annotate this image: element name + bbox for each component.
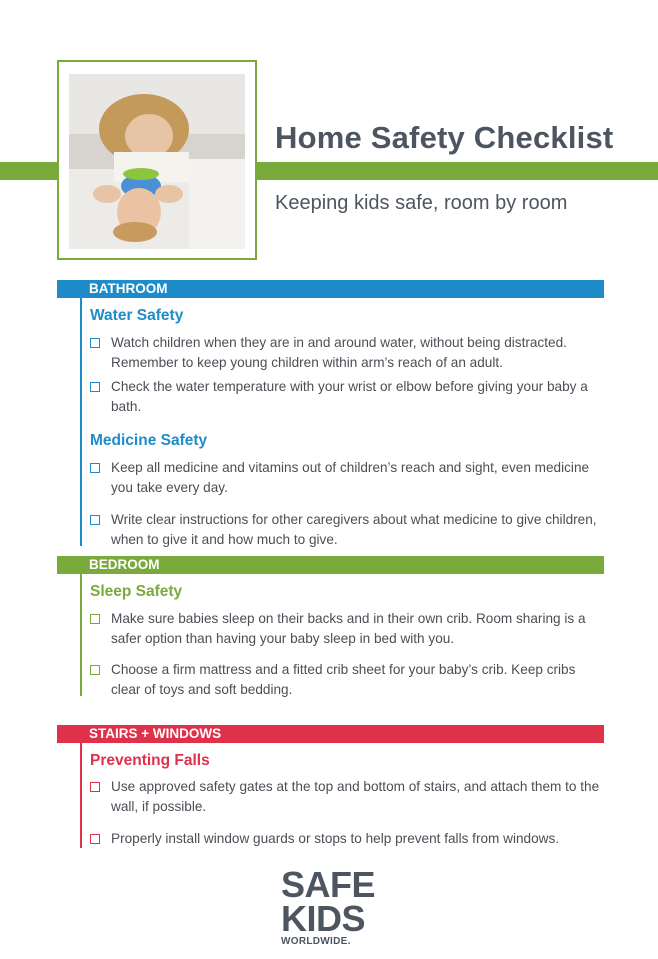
logo-line-worldwide: WORLDWIDE. (281, 936, 351, 947)
bathroom-heading-bar: BATHROOM (57, 280, 604, 298)
bathroom-section-rule (80, 296, 82, 546)
header-photo-frame (57, 60, 257, 260)
checklist-item (90, 609, 602, 649)
checklist-item-text: Make sure babies sleep on their backs and in their own crib. Room sharing is a safer option than having your baby sleep in bed with you. (111, 611, 586, 646)
bedroom-heading-bar: BEDROOM (57, 556, 604, 574)
medicine-safety-heading: Medicine Safety (90, 432, 208, 449)
checklist-item-text: Keep all medicine and vitamins out of children’s reach and sight, even medicine you take every day. (111, 460, 590, 495)
checklist-item (90, 333, 602, 373)
logo-line-kids: KIDS (281, 898, 366, 939)
checklist-item (90, 377, 602, 417)
page-subtitle: Keeping kids safe, room by room (275, 192, 568, 214)
checklist-item (90, 660, 602, 700)
checklist-item-text: Check the water temperature with your wrist or elbow before giving your baby a bath. (111, 379, 588, 414)
checklist-item-text: Use approved safety gates at the top and bottom of stairs, and attach them to the wall, if possible. (111, 779, 600, 814)
family-photo (69, 74, 245, 249)
checkbox[interactable] (90, 834, 100, 844)
checklist-item-text: Watch children when they are in and around water, without being distracted. Remember to keep young children within arm’s reach of an adult. (111, 335, 567, 370)
checkbox[interactable] (90, 463, 100, 473)
stairs-heading-bar: STAIRS + WINDOWS (57, 725, 604, 743)
checklist-item (90, 829, 602, 849)
checkbox[interactable] (90, 614, 100, 624)
preventing-falls-heading: Preventing Falls (90, 752, 210, 769)
water-safety-heading: Water Safety (90, 307, 184, 324)
bedroom-section-rule (80, 572, 82, 696)
page-title: Home Safety Checklist (275, 120, 614, 155)
checklist-item-text: Choose a firm mattress and a fitted crib sheet for your baby’s crib. Keep cribs clear of toys and soft bedding. (111, 662, 576, 697)
checklist-item-text: Write clear instructions for other caregivers about what medicine to give children, when to give it and how much to give. (111, 512, 597, 547)
checklist-item (90, 458, 602, 498)
checklist-item-text: Properly install window guards or stops to help prevent falls from windows. (111, 831, 560, 846)
safe-kids-logo (281, 864, 381, 948)
checkbox[interactable] (90, 338, 100, 348)
checkbox[interactable] (90, 782, 100, 792)
checkbox[interactable] (90, 382, 100, 392)
checklist-item (90, 510, 602, 550)
checkbox[interactable] (90, 515, 100, 525)
sleep-safety-heading: Sleep Safety (90, 583, 183, 600)
checklist-item (90, 777, 602, 817)
stairs-section-rule (80, 742, 82, 848)
checkbox[interactable] (90, 665, 100, 675)
logo-line-safe: SAFE (281, 864, 376, 905)
